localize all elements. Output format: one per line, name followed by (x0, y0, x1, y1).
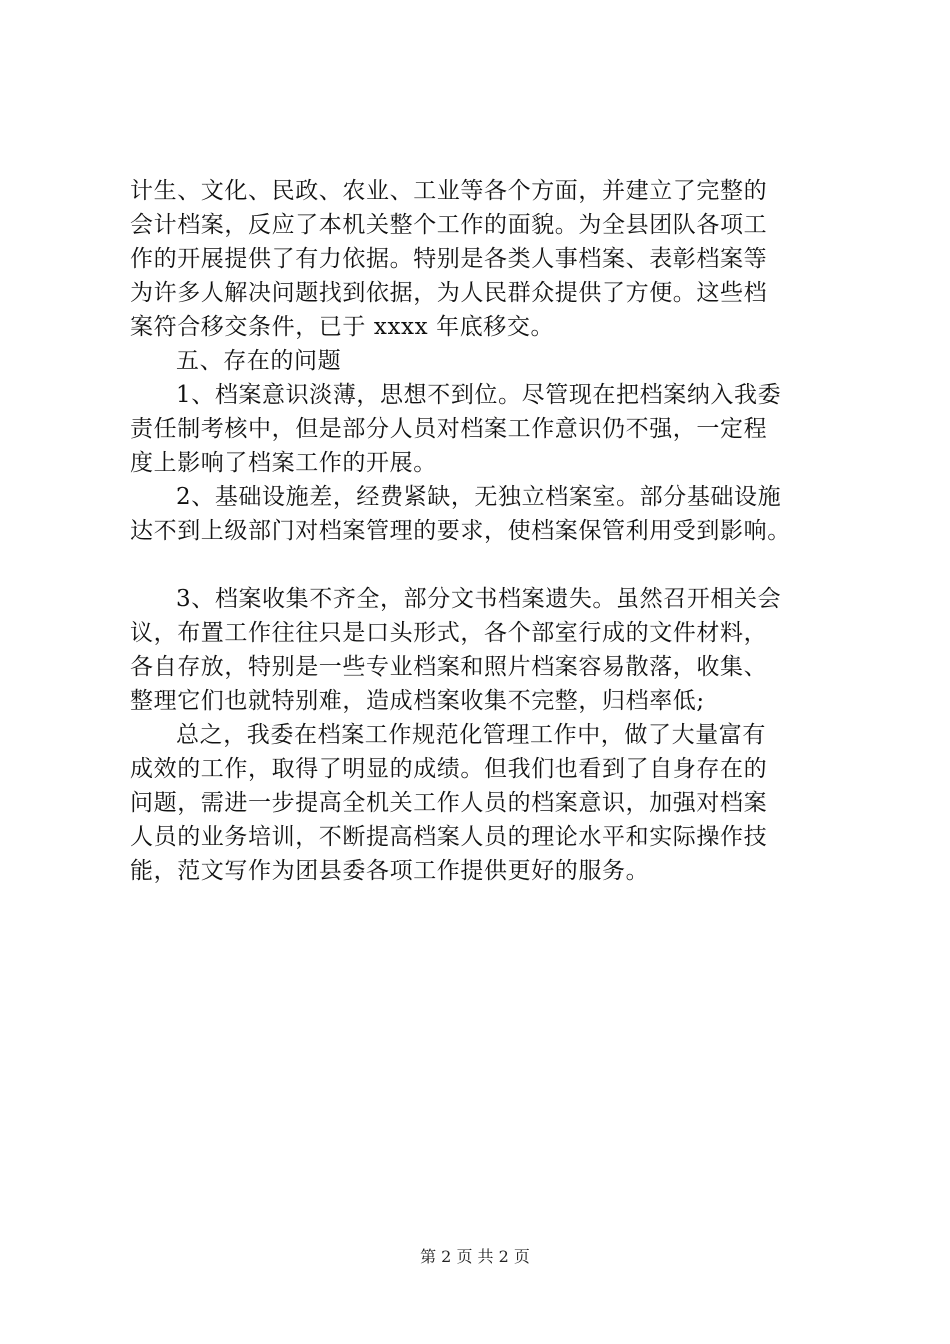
text-line: 议，布置工作往往只是口头形式，各个部室行成的文件材料， (130, 620, 768, 646)
text-line: 能，范文写作为团县委各项工作提供更好的服务。 (130, 858, 650, 884)
page-number: 第 2 页 共 2 页 (420, 1247, 530, 1266)
text-line: 总之，我委在档案工作规范化管理工作中，做了大量富有 (176, 722, 766, 748)
text-line: 人员的业务培训，不断提高档案人员的理论水平和实际操作技 (130, 824, 768, 850)
text-line: 整理它们也就特别难，造成档案收集不完整，归档率低; (130, 688, 705, 714)
text-line: 2、基础设施差，经费紧缺，无独立档案室。部分基础设施 (176, 484, 782, 510)
text-line: 会计档案，反应了本机关整个工作的面貌。为全县团队各项工 (130, 212, 768, 238)
paragraph-gap (130, 548, 840, 582)
text-line: 达不到上级部门对档案管理的要求，使档案保管利用受到影响。 (130, 518, 791, 544)
text-line: 为许多人解决问题找到依据，为人民群众提供了方便。这些档 (130, 280, 768, 306)
text-line: 各自存放，特别是一些专业档案和照片档案容易散落，收集、 (130, 654, 768, 680)
section-heading: 五、存在的问题 (176, 348, 342, 374)
text-line: 成效的工作，取得了明显的成绩。但我们也看到了自身存在的 (130, 756, 768, 782)
text-line: 责任制考核中，但是部分人员对档案工作意识仍不强，一定程 (130, 416, 768, 442)
text-line: 3、档案收集不齐全，部分文书档案遗失。虽然召开相关会 (176, 586, 782, 612)
text-line: 1、档案意识淡薄，思想不到位。尽管现在把档案纳入我委 (176, 382, 782, 408)
text-line: 案符合移交条件，已于 xxxx 年底移交。 (130, 314, 555, 340)
document-body (130, 174, 840, 888)
text-line: 问题，需进一步提高全机关工作人员的档案意识，加强对档案 (130, 790, 768, 816)
text-line: 计生、文化、民政、农业、工业等各个方面，并建立了完整的 (130, 178, 768, 204)
text-line: 度上影响了档案工作的开展。 (130, 450, 437, 476)
page-footer (0, 1247, 950, 1267)
text-line: 作的开展提供了有力依据。特别是各类人事档案、表彰档案等 (130, 246, 768, 272)
